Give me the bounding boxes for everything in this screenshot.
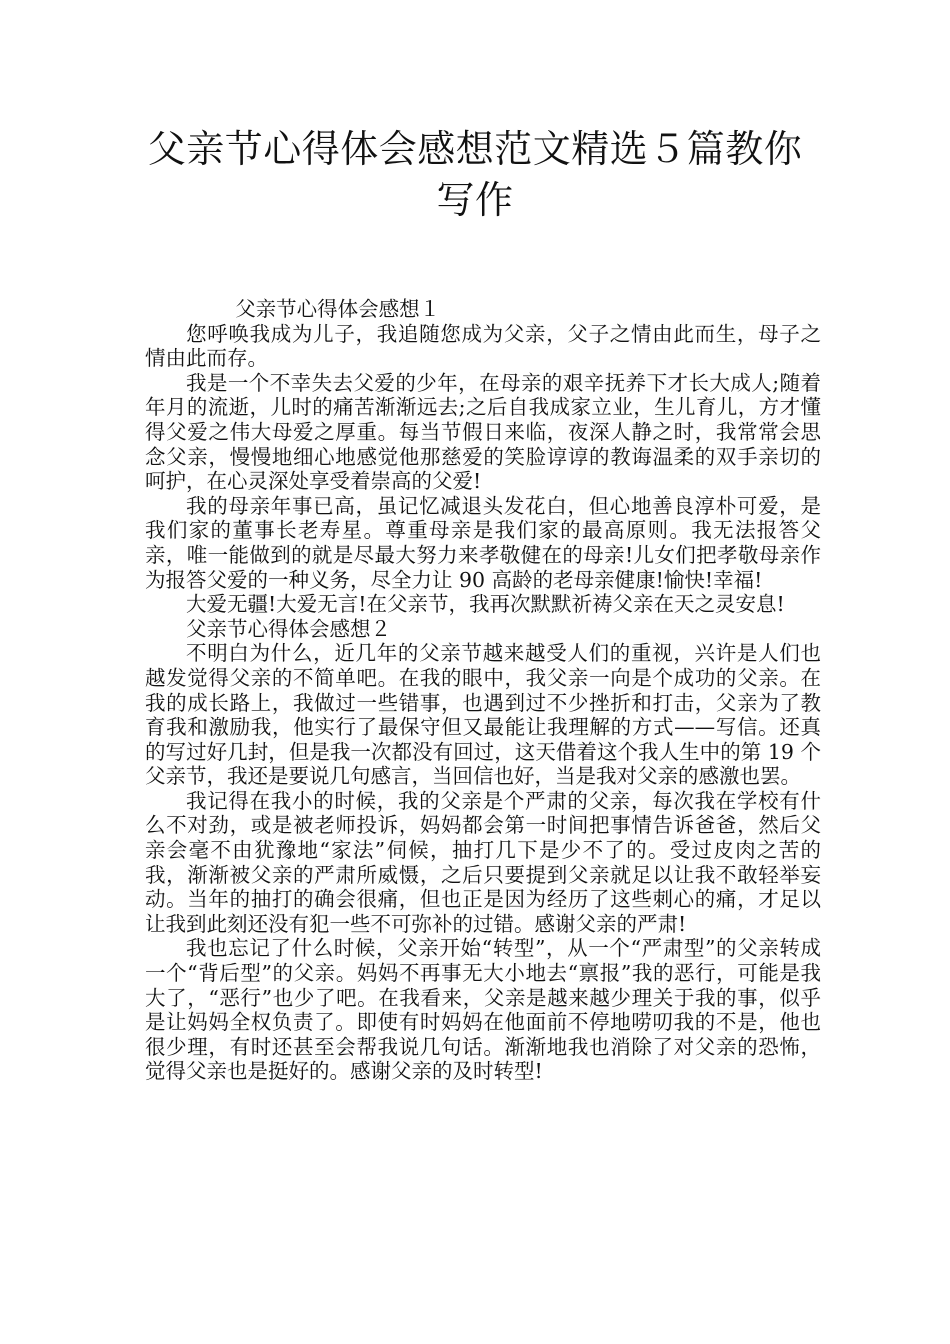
- title-line-2: 写作: [436, 178, 514, 222]
- paragraph: 我记得在我小的时候，我的父亲是个严肃的父亲，每次我在学校有什么不对劲，或是被老师投诉，妈妈都会第一时间把事情告诉爸爸，然后父亲会毫不由犹豫地“家法”伺候，抽打几下是少不了的。受过皮肉之苦的我，渐渐被父亲的严肃所威慑，之后只要提到父亲就足以让我不敢轻举妄动。当年的抽打的确会很痛，但也正是因为经历了这些刺心的痛，才足以让我到此刻还没有犯一些不可弥补的过错。感谢父亲的严肃!: [145, 788, 821, 936]
- section-heading-1: 父亲节心得体会感想１: [235, 297, 441, 321]
- paragraph: 我的母亲年事已高，虽记忆减退头发花白，但心地善良淳朴可爱，是我们家的董事长老寿星。尊重母亲是我们家的最高原则。我无法报答父亲，唯一能做到的就是尽最大努力来孝敬健在的母亲!儿女们把孝敬母亲作为报答父爱的一种义务，尽全力让 90 高龄的老母亲健康!愉快!幸福!: [145, 493, 821, 592]
- document-body: [145, 297, 821, 1084]
- paragraph: 我也忘记了什么时候，父亲开始“转型”，从一个“严肃型”的父亲转成一个“背后型”的父亲。妈妈不再事无大小地去“禀报”我的恶行，可能是我大了，“恶行”也少了吧。在我看来，父亲是越来越少理关于我的事，似乎是让妈妈全权负责了。即使有时妈妈在他面前不停地唠叨我的不是，他也很少理，有时还甚至会帮我说几句话。渐渐地我也消除了对父亲的恐怖，觉得父亲也是挺好的。感谢父亲的及时转型!: [145, 936, 821, 1084]
- paragraph: 不明白为什么，近几年的父亲节越来越受人们的重视，兴许是人们也越发觉得父亲的不简单吧。在我的眼中，我父亲一向是个成功的父亲。在我的成长路上，我做过一些错事，也遇到过不少挫折和打击，父亲为了教育我和激励我，他实行了最保守但又最能让我理解的方式——写信。还真的写过好几封，但是我一次都没有回过，这天借着这个我人生中的第 19 个父亲节，我还是要说几句感言，当回信也好，当是我对父亲的感激也罢。: [145, 641, 821, 789]
- paragraph: 我是一个不幸失去父爱的少年，在母亲的艰辛抚养下才长大成人;随着年月的流逝，儿时的痛苦渐渐远去;之后自我成家立业，生儿育儿，方才懂得父爱之伟大母爱之厚重。每当节假日来临，夜深人静之时，我常常会思念父亲，慢慢地细心地感觉他那慈爱的笑脸谆谆的教诲温柔的双手亲切的呵护，在心灵深处享受着崇高的父爱!: [145, 370, 821, 494]
- paragraph: 您呼唤我成为儿子，我追随您成为父亲，父子之情由此而生，母子之情由此而存。: [145, 321, 821, 371]
- page-title: [0, 124, 950, 226]
- title-line-1: 父亲节心得体会感想范文精选５篇教你: [147, 127, 803, 171]
- section-heading-2: 父亲节心得体会感想２: [186, 616, 391, 641]
- paragraph: 大爱无疆!大爱无言!在父亲节，我再次默默祈祷父亲在天之灵安息!: [186, 592, 785, 617]
